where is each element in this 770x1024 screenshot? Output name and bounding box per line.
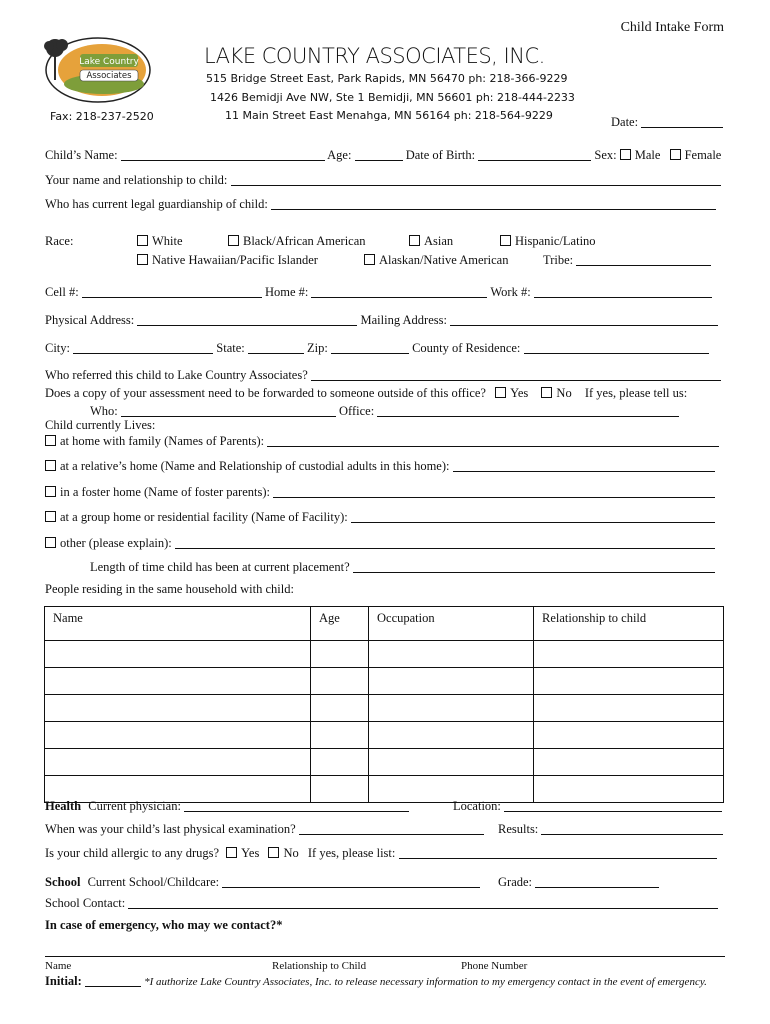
city-input[interactable] — [73, 342, 213, 354]
school-row — [45, 875, 480, 890]
office-label: Office: — [339, 404, 375, 418]
allergic-yes-label: Yes — [241, 846, 260, 860]
table-cell[interactable] — [534, 641, 724, 668]
table-row — [45, 749, 724, 776]
initial-row — [45, 974, 707, 989]
physical-label: Physical Address: — [45, 313, 135, 327]
referred-label: Who referred this child to Lake Country Associates? — [45, 368, 308, 382]
child-name-input[interactable] — [121, 149, 325, 161]
guardianship-row — [45, 197, 716, 212]
work-label: Work #: — [490, 285, 531, 299]
lives-other-input[interactable] — [175, 537, 715, 549]
black-checkbox[interactable] — [228, 235, 239, 246]
emergency-col-name: Name — [45, 960, 72, 972]
table-cell[interactable] — [369, 749, 534, 776]
emergency-col-phone: Phone Number — [461, 960, 528, 972]
location-input[interactable] — [504, 800, 722, 812]
your-name-input[interactable] — [231, 174, 721, 186]
location-field — [453, 799, 722, 814]
grade-label: Grade: — [498, 875, 533, 889]
work-input[interactable] — [534, 286, 712, 298]
state-label: State: — [216, 341, 245, 355]
age-label: Age: — [327, 148, 352, 162]
table-cell[interactable] — [45, 722, 311, 749]
lives-other-label: other (please explain): — [60, 536, 172, 550]
guardianship-label: Who has current legal guardianship of child: — [45, 197, 268, 211]
table-cell[interactable] — [534, 722, 724, 749]
home-label: Home #: — [264, 285, 309, 299]
tribe-label: Tribe: — [543, 253, 574, 267]
school-contact-input[interactable] — [128, 897, 718, 909]
last-exam-input[interactable] — [299, 823, 484, 835]
male-label: Male — [634, 148, 661, 162]
table-row — [45, 668, 724, 695]
lives-family-checkbox[interactable] — [45, 435, 56, 446]
office-input[interactable] — [377, 405, 679, 417]
household-table — [44, 606, 724, 803]
table-cell[interactable] — [311, 695, 369, 722]
date-label: Date: — [611, 115, 639, 129]
allergy-list-input[interactable] — [399, 847, 717, 859]
health-heading: Health — [45, 799, 82, 813]
alaskan-label: Alaskan/Native American — [379, 253, 509, 267]
white-label: White — [152, 234, 183, 248]
race-hawaiian[interactable] — [137, 253, 318, 268]
health-row — [45, 799, 409, 814]
emergency-heading: In case of emergency, who may we contact?* — [45, 918, 283, 932]
who-input[interactable] — [121, 405, 336, 417]
lives-label: Child currently Lives: — [45, 418, 156, 432]
lives-relative-label: at a relative’s home (Name and Relationship of custodial adults in this home): — [60, 459, 450, 473]
hispanic-checkbox[interactable] — [500, 235, 511, 246]
zip-label: Zip: — [306, 341, 328, 355]
logo-line2: Associates — [86, 71, 132, 81]
length-row — [90, 560, 715, 575]
city-row — [45, 341, 709, 356]
grade-input[interactable] — [535, 876, 659, 888]
lives-group-row — [45, 510, 715, 525]
authorize-text: *I authorize Lake Country Associates, Inc. to release necessary information to my emergency contact in the event of emergency. — [144, 976, 707, 988]
assessment-yes-checkbox[interactable] — [495, 387, 506, 398]
lives-family-input[interactable] — [267, 435, 719, 447]
table-cell[interactable] — [369, 668, 534, 695]
table-cell[interactable] — [311, 641, 369, 668]
lives-group-input[interactable] — [351, 511, 715, 523]
lives-relative-row — [45, 459, 715, 474]
table-cell[interactable] — [311, 749, 369, 776]
table-cell[interactable] — [534, 749, 724, 776]
race-white[interactable] — [137, 234, 183, 249]
female-label: Female — [684, 148, 722, 162]
male-checkbox[interactable] — [620, 149, 631, 160]
allergic-no-label: No — [283, 846, 299, 860]
table-cell[interactable] — [369, 722, 534, 749]
sex-label: Sex: — [594, 148, 617, 162]
col-age-header: Age — [311, 607, 369, 641]
table-cell[interactable] — [45, 668, 311, 695]
who-label: Who: — [90, 404, 118, 418]
last-exam-label: When was your child’s last physical examination? — [45, 822, 296, 836]
asian-checkbox[interactable] — [409, 235, 420, 246]
table-row — [45, 695, 724, 722]
assessment-label: Does a copy of your assessment need to be forwarded to someone outside of this office? — [45, 386, 486, 400]
results-input[interactable] — [541, 823, 723, 835]
race-label: Race: — [45, 234, 74, 248]
school-heading: School — [45, 875, 81, 889]
current-school-label: Current School/Childcare: — [87, 875, 220, 889]
lives-group-label: at a group home or residential facility (Name of Facility): — [60, 510, 348, 524]
lives-relative-input[interactable] — [453, 460, 715, 472]
child-info-row — [45, 148, 721, 163]
mailing-label: Mailing Address: — [360, 313, 447, 327]
race-alaskan[interactable] — [364, 253, 508, 268]
current-school-input[interactable] — [222, 876, 480, 888]
table-cell[interactable] — [311, 668, 369, 695]
home-input[interactable] — [311, 286, 487, 298]
length-input[interactable] — [353, 561, 715, 573]
col-name-header: Name — [45, 607, 311, 641]
exam-row — [45, 822, 484, 837]
county-label: County of Residence: — [412, 341, 521, 355]
address-row — [45, 313, 718, 328]
org-address-1: 515 Bridge Street East, Park Rapids, MN 56470 ph: 218-366-9229 — [206, 72, 568, 85]
emergency-col-rel: Relationship to Child — [272, 960, 367, 972]
table-cell[interactable] — [45, 641, 311, 668]
race-hispanic[interactable] — [500, 234, 596, 249]
mailing-input[interactable] — [450, 314, 718, 326]
allergic-no-checkbox[interactable] — [268, 847, 279, 858]
org-address-3: 11 Main Street East Menahga, MN 56164 ph: 218-564-9229 — [225, 109, 553, 122]
state-input[interactable] — [248, 342, 304, 354]
lives-other-row — [45, 536, 715, 551]
table-row — [45, 641, 724, 668]
zip-input[interactable] — [331, 342, 409, 354]
allergy-row — [45, 846, 717, 861]
table-cell[interactable] — [45, 749, 311, 776]
female-checkbox[interactable] — [670, 149, 681, 160]
dob-input[interactable] — [478, 149, 591, 161]
if-yes-tell-label: If yes, please tell us: — [584, 386, 688, 400]
physician-label: Current physician: — [88, 799, 181, 813]
assessment-no-label: No — [556, 386, 572, 400]
location-label: Location: — [453, 799, 501, 813]
hispanic-label: Hispanic/Latino — [515, 234, 596, 248]
asian-label: Asian — [424, 234, 454, 248]
lives-other-checkbox[interactable] — [45, 537, 56, 548]
table-cell[interactable] — [534, 695, 724, 722]
form-title: Child Intake Form — [620, 20, 724, 35]
referred-input[interactable] — [311, 369, 721, 381]
lives-family-label: at home with family (Names of Parents): — [60, 434, 265, 448]
if-yes-list-label: If yes, please list: — [307, 846, 396, 860]
lives-foster-row — [45, 485, 715, 500]
lives-foster-checkbox[interactable] — [45, 486, 56, 497]
child-name-label: Child’s Name: — [45, 148, 118, 162]
household-label: People residing in the same household with child: — [45, 582, 294, 596]
initial-input[interactable] — [85, 975, 141, 987]
guardianship-input[interactable] — [271, 198, 716, 210]
county-input[interactable] — [524, 342, 709, 354]
black-label: Black/African American — [243, 234, 366, 248]
table-cell[interactable] — [45, 695, 311, 722]
org-address-2: 1426 Bemidji Ave NW, Ste 1 Bemidji, MN 56601 ph: 218-444-2233 — [210, 91, 575, 104]
results-label: Results: — [498, 822, 539, 836]
household-header-row — [45, 607, 724, 641]
fax-number: Fax: 218-237-2520 — [50, 110, 154, 123]
table-cell[interactable] — [369, 695, 534, 722]
results-field — [498, 822, 723, 837]
table-cell[interactable] — [534, 668, 724, 695]
allergic-yes-checkbox[interactable] — [226, 847, 237, 858]
race-black[interactable] — [228, 234, 366, 249]
school-contact-label: School Contact: — [45, 896, 126, 910]
school-contact-row — [45, 896, 718, 911]
hawaiian-checkbox[interactable] — [137, 254, 148, 265]
hawaiian-label: Native Hawaiian/Pacific Islander — [152, 253, 318, 267]
logo-line1: Lake Country — [79, 57, 139, 67]
referred-row — [45, 368, 721, 383]
lives-relative-checkbox[interactable] — [45, 460, 56, 471]
your-name-label: Your name and relationship to child: — [45, 173, 228, 187]
your-name-row — [45, 173, 721, 188]
cell-label: Cell #: — [45, 285, 79, 299]
who-office-row — [90, 404, 679, 419]
initial-label: Initial: — [45, 974, 82, 988]
allergic-label: Is your child allergic to any drugs? — [45, 846, 220, 860]
lives-foster-input[interactable] — [273, 486, 715, 498]
col-occupation-header: Occupation — [369, 607, 534, 641]
length-label: Length of time child has been at current placement? — [90, 560, 350, 574]
grade-field — [498, 875, 659, 890]
emergency-line[interactable] — [45, 956, 725, 957]
col-relationship-header: Relationship to child — [534, 607, 724, 641]
assessment-yes-label: Yes — [510, 386, 529, 400]
cell-input[interactable] — [82, 286, 262, 298]
white-checkbox[interactable] — [137, 235, 148, 246]
race-asian[interactable] — [409, 234, 453, 249]
tribe-input[interactable] — [576, 254, 711, 266]
assessment-row — [45, 386, 687, 401]
lives-family-row — [45, 434, 719, 449]
phone-row — [45, 285, 712, 300]
table-cell[interactable] — [311, 722, 369, 749]
company-logo — [42, 32, 154, 104]
lives-foster-label: in a foster home (Name of foster parents): — [60, 485, 270, 499]
age-input[interactable] — [355, 149, 403, 161]
alaskan-checkbox[interactable] — [364, 254, 375, 265]
physical-input[interactable] — [137, 314, 357, 326]
table-row — [45, 722, 724, 749]
dob-label: Date of Birth: — [405, 148, 476, 162]
city-label: City: — [45, 341, 71, 355]
tribe-field — [543, 253, 711, 268]
table-cell[interactable] — [369, 641, 534, 668]
date-field[interactable] — [611, 115, 723, 130]
physician-input[interactable] — [184, 800, 409, 812]
assessment-no-checkbox[interactable] — [541, 387, 552, 398]
org-name: LAKE COUNTRY ASSOCIATES, INC. — [204, 44, 545, 68]
lives-group-checkbox[interactable] — [45, 511, 56, 522]
